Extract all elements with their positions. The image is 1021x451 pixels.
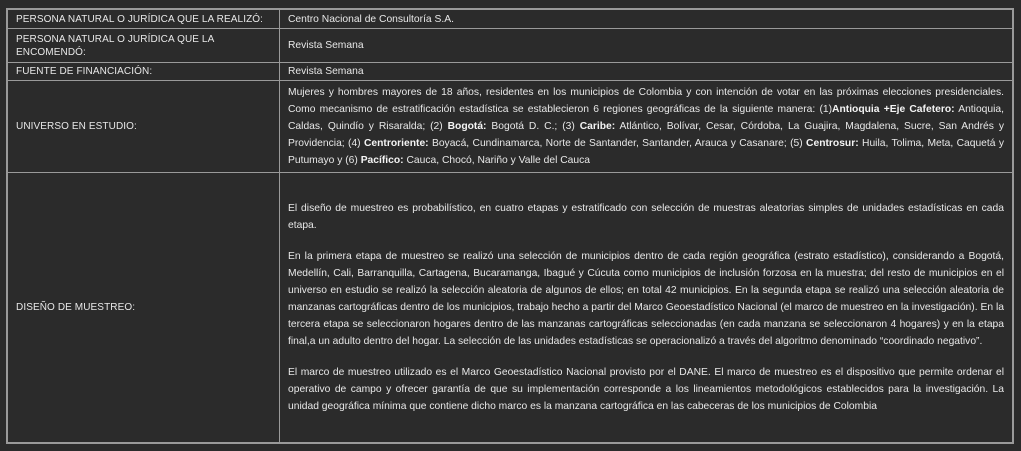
region-3-text: Atlántico, Bolívar, Cesar, Córdoba, La Guajira, Magdalena, Sucre, San Andrés y Providencia; (4): [288, 121, 1004, 149]
region-6-name: Pacífico:: [360, 155, 404, 166]
region-6-text: Cauca, Chocó, Nariño y Valle del Cauca: [403, 155, 591, 166]
diseno-paragraph-3: El marco de muestreo utilizado es el Marco Geoestadístico Nacional provisto por el DANE. El marco de muestreo es el dispositivo que permite ordenar el operativo de campo y ofrecer garantía de que su implementación corresponde a los lineamientos metodológicos establecidos para la investigación. La unidad geográfica mínima que contiene dicho marco es la manzana cartográfica en las cabeceras de los municipios de Colombia: [288, 367, 1004, 412]
region-4-text: Boyacá, Cundinamarca, Norte de Santander, Santander, Arauca y Casanare; (5): [428, 138, 807, 149]
row-label-diseno: DISEÑO DE MUESTREO:: [8, 173, 280, 443]
table-row: [8, 63, 1013, 81]
row-label-universo: UNIVERSO EN ESTUDIO:: [8, 81, 280, 173]
diseno-paragraph-2: En la primera etapa de muestreo se realizó una selección de municipios dentro de cada región geográfica (estrato estadístico), considerando a Bogotá, Medellín, Cali, Barranquilla, Cartagena, Bucaramanga, Ibagué y Cúcuta como municipios de inclusión forzosa en la muestra; del resto de municipios en el universo en estudio se realizó la selección aleatoria de algunos de ellos; en total 42 municipios. En la segunda etapa se realizó una selección aleatoria de manzanas cartográficas dentro de los municipios, trabajo hecho a partir del Marco Geoestadístico Nacional (el marco de muestreo en la investigación). En la tercera etapa se seleccionaron hogares dentro de las manzanas cartográficas seleccionadas (en cada manzana se seleccionaron 4 hogares) y en la etapa final,a un adulto dentro del hogar. La selección de las unidades estadísticas se operacionalizó a través del algoritmo denominado “coordinado negativo”.: [288, 251, 1004, 347]
table-row: [8, 173, 1013, 443]
table-row: [8, 29, 1013, 63]
region-2-text: Bogotá D. C.; (3): [486, 121, 580, 132]
ficha-tecnica-table: [7, 9, 1013, 443]
diseno-paragraph-1: El diseño de muestreo es probabilístico, en cuatro etapas y estratificado con selección de muestras aleatorias simples de unidades estadísticas en cada etapa.: [288, 203, 1004, 231]
row-label-encomendo: PERSONA NATURAL O JURÍDICA QUE LA ENCOMENDÓ:: [8, 29, 280, 63]
table-row: [8, 10, 1013, 29]
region-1-name: Antioquia +Eje Cafetero:: [832, 104, 955, 115]
row-value-universo: [280, 81, 1013, 173]
region-2-name: Bogotá:: [447, 121, 487, 132]
row-label-financiacion: FUENTE DE FINANCIACIÓN:: [8, 63, 280, 81]
ficha-tecnica: [6, 8, 1014, 444]
row-label-realizo: PERSONA NATURAL O JURÍDICA QUE LA REALIZÓ:: [8, 10, 280, 29]
row-value-realizo: Centro Nacional de Consultoría S.A.: [280, 10, 1013, 29]
region-4-name: Centroriente:: [363, 138, 429, 149]
universo-intro: Mujeres y hombres mayores de 18 años, residentes en los municipios de Colombia y con intención de votar en las próximas elecciones presidenciales. Como mecanismo de estratificación estadística se establecieron 6 regiones geográficas de la siguiente manera: (1): [288, 87, 1004, 115]
region-5-name: Centrosur:: [806, 138, 859, 149]
region-3-name: Caribe:: [579, 121, 616, 132]
region-5-text: Huila, Tolima, Meta, Caquetá y Putumayo y (6): [288, 138, 1004, 166]
table-row: [8, 81, 1013, 173]
row-value-financiacion: Revista Semana: [280, 63, 1013, 81]
row-value-diseno: [280, 173, 1013, 443]
row-value-encomendo: Revista Semana: [280, 29, 1013, 63]
region-1-text: Antioquia, Caldas, Quindío y Risaralda; (2): [288, 104, 1004, 132]
